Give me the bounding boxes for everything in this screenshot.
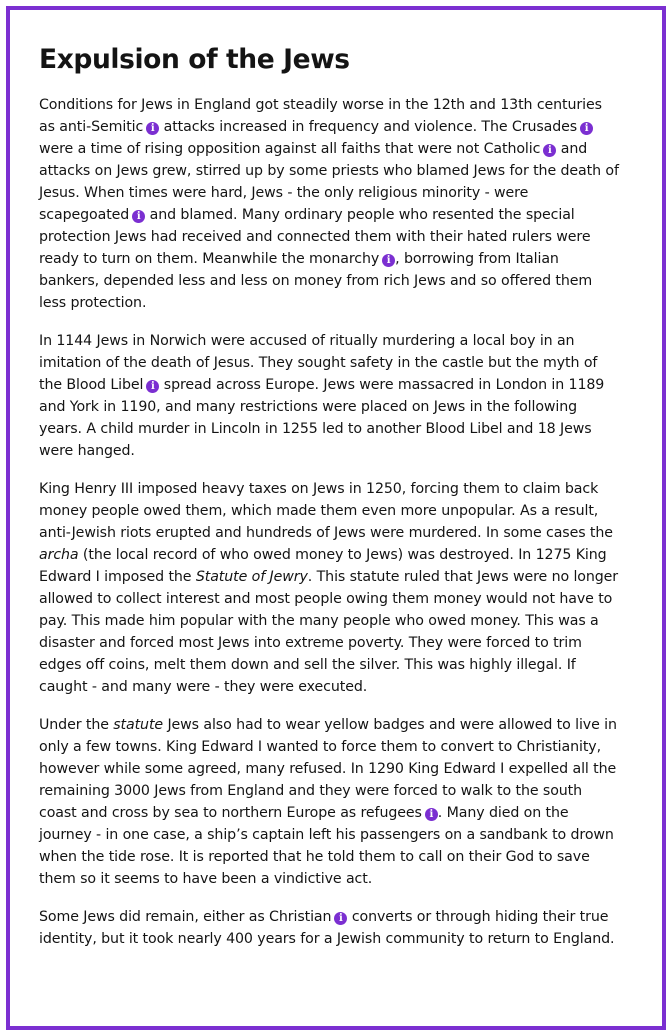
info-icon[interactable]: i	[580, 122, 593, 135]
article-frame	[6, 6, 666, 1030]
text-run: Jews also had to wear yellow badges and were allowed to live in only a few towns. King Edward I wanted to force them to convert to Christianity, however while some agreed, many refused. In 1290 King Edward I expelled all the remaining 3000 Jews from England and they were forced to walk to the south coast and cross by sea to northern Europe as	[39, 717, 617, 821]
info-icon[interactable]: i	[146, 122, 159, 135]
emphasis-statute: statute	[113, 717, 164, 733]
text-run: Some Jews did remain, either as	[39, 909, 270, 925]
text-run: and attacks on Jews grew, stirred up by some priests who blamed Jews for the death of Jesus. When times were hard, Jews - the only religious minority - were	[39, 141, 619, 201]
info-icon[interactable]: i	[146, 380, 159, 393]
info-icon[interactable]: i	[543, 144, 556, 157]
term-label: Crusades	[511, 119, 578, 135]
glossary-term-crusades[interactable]	[512, 119, 593, 135]
term-label: anti-Semitic	[59, 119, 144, 135]
text-run: . This statute ruled that Jews were no longer allowed to collect interest and most people owing them money would not have to pay. This made him popular with the many people who owed money. This was a disaster and forced most Jews into extreme poverty. They were forced to trim edges off coins, melt them down and sell the silver. This was highly illegal. If caught - and many were - they were executed.	[39, 569, 619, 695]
term-label: Catholic	[483, 141, 541, 157]
text-run: (the local record of who owed money to Jews) was destroyed. In 1275 King Edward I imposed the	[39, 547, 607, 585]
text-run: Conditions for Jews in England got steadily worse in the 12th and 13th centuries as	[39, 97, 602, 135]
term-label: Blood Libel	[66, 377, 144, 393]
paragraph-return	[39, 906, 621, 950]
paragraph-expulsion	[39, 714, 621, 890]
term-label: monarchy	[309, 251, 380, 267]
text-run: , borrowing from Italian bankers, depended less and less on money from rich Jews and so offered them less protection.	[39, 251, 593, 311]
text-run: Under the	[39, 717, 114, 733]
term-label: Christian	[269, 909, 332, 925]
emphasis-statute-of-jewry: Statute of Jewry	[195, 569, 308, 585]
info-icon[interactable]: i	[382, 254, 395, 267]
page-title: Expulsion of the Jews	[39, 44, 350, 75]
info-icon[interactable]: i	[334, 912, 347, 925]
text-run: . Many died on the journey - in one case, a ship’s captain left his passengers on a sandbank to drown when the tide rose. It is reported that he told them to call on their God to save them so it seems to have been a vindictive act.	[39, 805, 614, 887]
term-label: refugees	[360, 805, 422, 821]
article-content	[39, 40, 621, 966]
emphasis-archa: archa	[39, 547, 79, 563]
glossary-term-anti-semitic[interactable]	[59, 119, 159, 135]
info-icon[interactable]: i	[425, 808, 438, 821]
info-icon[interactable]: i	[132, 210, 145, 223]
glossary-term-scapegoated[interactable]	[39, 207, 145, 223]
text-run: were a time of rising opposition against all faiths that were not	[39, 141, 484, 157]
glossary-term-monarchy[interactable]	[309, 251, 395, 267]
term-label: scapegoated	[39, 207, 130, 223]
glossary-term-blood-libel[interactable]	[66, 377, 159, 393]
text-run: attacks increased in frequency and violence. The	[159, 119, 512, 135]
paragraph-taxes	[39, 478, 621, 698]
glossary-term-catholic[interactable]	[484, 141, 557, 157]
text-run: converts or through hiding their true identity, but it took nearly 400 years for a Jewish community to return to England.	[39, 909, 615, 947]
text-run: King Henry III imposed heavy taxes on Jews in 1250, forcing them to claim back money people owed them, which made them even more unpopular. As a result, anti-Jewish riots erupted and hundreds of Jews were murdered. In some cases the	[39, 481, 613, 541]
paragraph-blood-libel	[39, 330, 621, 462]
text-run: and blamed. Many ordinary people who resented the special protection Jews had received and connected them with their hated rulers were ready to turn on them. Meanwhile the	[39, 207, 591, 267]
paragraph-conditions	[39, 94, 621, 314]
text-run: spread across Europe. Jews were massacred in London in 1189 and York in 1190, and many restrictions were placed on Jews in the following years. A child murder in Lincoln in 1255 led to another Blood Libel and 18 Jews were hanged.	[39, 377, 605, 459]
text-run: In 1144 Jews in Norwich were accused of ritually murdering a local boy in an imitation of the death of Jesus. They sought safety in the castle but the myth of the	[39, 333, 598, 393]
glossary-term-refugees[interactable]	[361, 805, 438, 821]
glossary-term-christian[interactable]	[269, 909, 347, 925]
